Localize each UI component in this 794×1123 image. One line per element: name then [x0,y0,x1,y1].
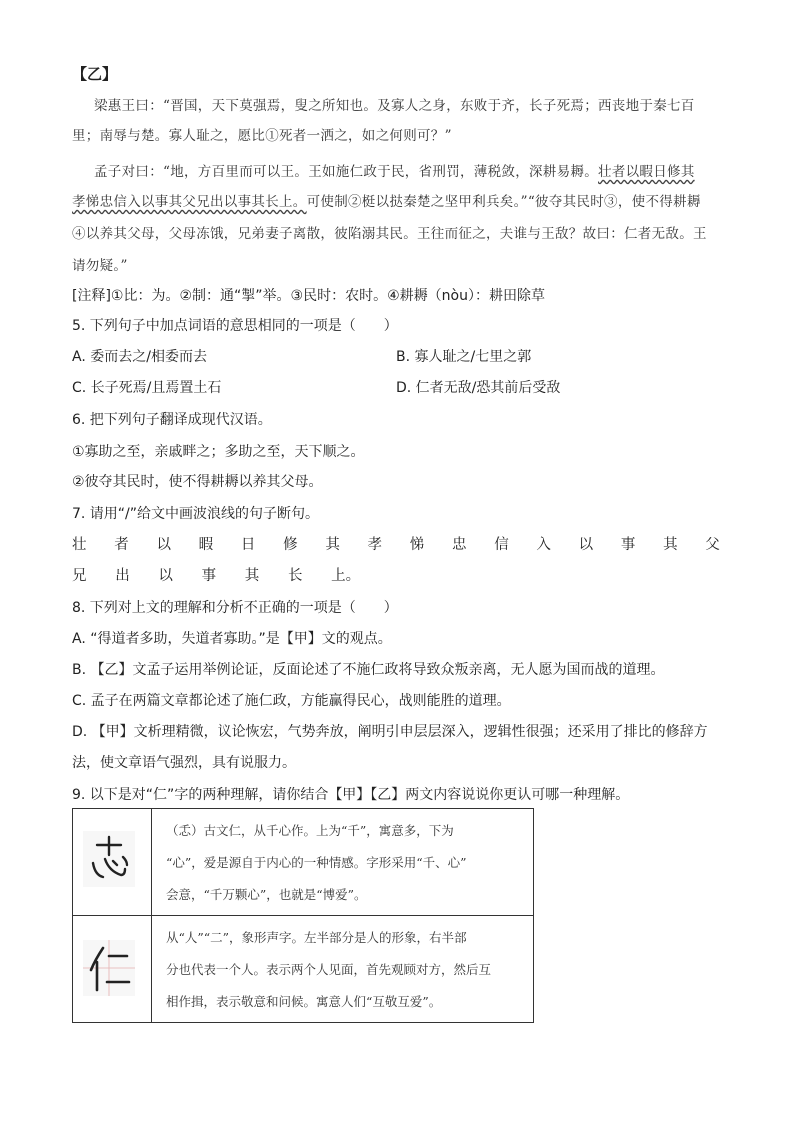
char-cell: 以 [578,537,594,553]
question-9-stem: 9. 以下是对“仁”字的两种理解，请你结合【甲】【乙】两文内容说说你更认可哪一种理解。 [72,787,630,803]
table-row [73,809,534,916]
interpretation-line: “心”，爱是源自于内心的一种情感。字形采用“千、心” [166,855,467,870]
char-cell: 以 [156,537,171,553]
interpretation-line: 从“人”“二”，象形声字。左半部分是人的形象，右半部 [166,930,467,945]
question-8-option-c: C. 孟子在两篇文章都论述了施仁政，方能赢得民心，战则能胜的道理。 [72,693,511,709]
seal-ren-glyph-icon [83,940,135,996]
passage-p2-line2-text: 可使制②梃以挞秦楚之坚甲利兵矣。”“彼夺其民时③，使不得耕耨 [306,194,701,210]
char-cell: 出 [115,568,130,584]
interpretation-line: 分也代表一个人。表示两个人见面，首先观顾对方，然后互 [166,962,492,977]
char-cell: 上。 [331,568,361,584]
char-cell: 日 [240,537,256,553]
interpretation-line: 会意，“千万颗心”，也就是“博爱”。 [166,887,367,902]
wavy-underlined-sentence-part1: 壮者以暇日修其 [598,164,695,180]
passage-p1-line2: 里；南辱与楚。寡人耻之，愿比①死者一洒之，如之何则可？” [72,128,452,144]
question-6-stem: 6. 把下列句子翻译成现代汉语。 [72,412,272,428]
question-8-stem: 8. 下列对上文的理解和分析不正确的一项是（ ） [72,600,398,616]
section-label-yi: 【乙】 [72,65,118,83]
passage-p2-line2 [72,192,701,212]
seal-ren-glyph-image [83,940,135,996]
passage-p2-line1 [94,162,695,182]
interpretation-text-cell [152,809,534,916]
wavy-underlined-sentence-part2: 孝悌忠信入以事其父兄出以事其长上。 [72,194,307,210]
ancient-ren-glyph-image [83,831,135,887]
annotation-note: [注释]①比：为。②制：通“掣”举。③民时：农时。④耕耨（nòu）：耕田除草 [72,288,545,304]
char-cell: 其 [244,568,260,584]
ancient-ren-glyph-icon [83,831,135,887]
interpretation-line: （忎）古文仁，从千心作。上为“千”，寓意多，下为 [166,823,454,838]
question-5-option-b: B. 寡人耻之/七里之郭 [396,349,532,365]
char-cell: 暇 [198,537,214,553]
question-8-option-a: A. “得道者多助，失道者寡助。”是【甲】文的观点。 [72,631,392,647]
table-row [73,916,534,1023]
char-cell: 事 [620,537,636,553]
ren-interpretation-table [72,808,534,1023]
glyph-cell [73,809,152,916]
char-cell: 长 [287,568,303,584]
question-5-option-a: A. 委而去之/相委而去 [72,349,207,365]
char-cell: 忠 [451,537,467,553]
question-7-char-row-2 [72,566,360,586]
char-cell: 父 [705,537,720,553]
passage-p2-line1-text: 孟子对曰：“地，方百里而可以王。王如施仁政于民，省刑罚，薄税敛，深耕易耨。 [94,164,599,180]
char-cell: 其 [325,537,340,553]
question-8-option-d-line1: D. 【甲】文析理精微，议论恢宏，气势奔放，阐明引申层层深入，逻辑性很强；还采用了排比的修辞方 [72,724,708,740]
char-cell: 修 [283,537,298,553]
glyph-cell [73,916,152,1023]
question-7-char-row-1 [72,535,720,555]
question-8-option-d-line2: 法，使文章语气强烈，具有说服力。 [72,755,296,771]
question-6-sentence-1: ①寡助之至，亲戚畔之；多助之至，天下顺之。 [72,444,365,460]
char-cell: 壮 [72,537,87,553]
char-cell: 信 [494,537,509,553]
char-cell: 孝 [367,537,383,553]
char-cell: 以 [158,568,173,584]
interpretation-line: 相作揖，表示敬意和问候。寓意人们“互敬互爱”。 [166,994,442,1009]
passage-p2-line4: 请勿疑。” [72,258,128,274]
char-cell: 事 [201,568,217,584]
question-5-option-d: D. 仁者无敌/恐其前后受敌 [396,380,561,396]
question-5-stem: 5. 下列句子中加点词语的意思相同的一项是（ ） [72,318,398,334]
question-6-sentence-2: ②彼夺其民时，使不得耕耨以养其父母。 [72,474,323,490]
char-cell: 兄 [72,568,87,584]
interpretation-text-cell [152,916,534,1023]
passage-p2-line3: ④以养其父母，父母冻饿，兄弟妻子离散，彼陷溺其民。王往而征之，夫谁与王敌？故曰：仁者无敌。王 [72,226,707,242]
question-8-option-b: B. 【乙】文孟子运用举例论证，反面论述了不施仁政将导致众叛亲离，无人愿为国而战的道理。 [72,662,665,678]
question-7-stem: 7. 请用“/”给文中画波浪线的句子断句。 [72,506,320,522]
passage-p1-line1: 梁惠王曰：“晋国，天下莫强焉，叟之所知也。及寡人之身，东败于齐，长子死焉；西丧地于秦七百 [94,98,695,114]
char-cell: 悌 [409,537,425,553]
question-5-option-c: C. 长子死焉/且焉置土石 [72,380,222,396]
char-cell: 入 [536,537,551,553]
char-cell: 者 [114,537,129,553]
char-cell: 其 [663,537,678,553]
